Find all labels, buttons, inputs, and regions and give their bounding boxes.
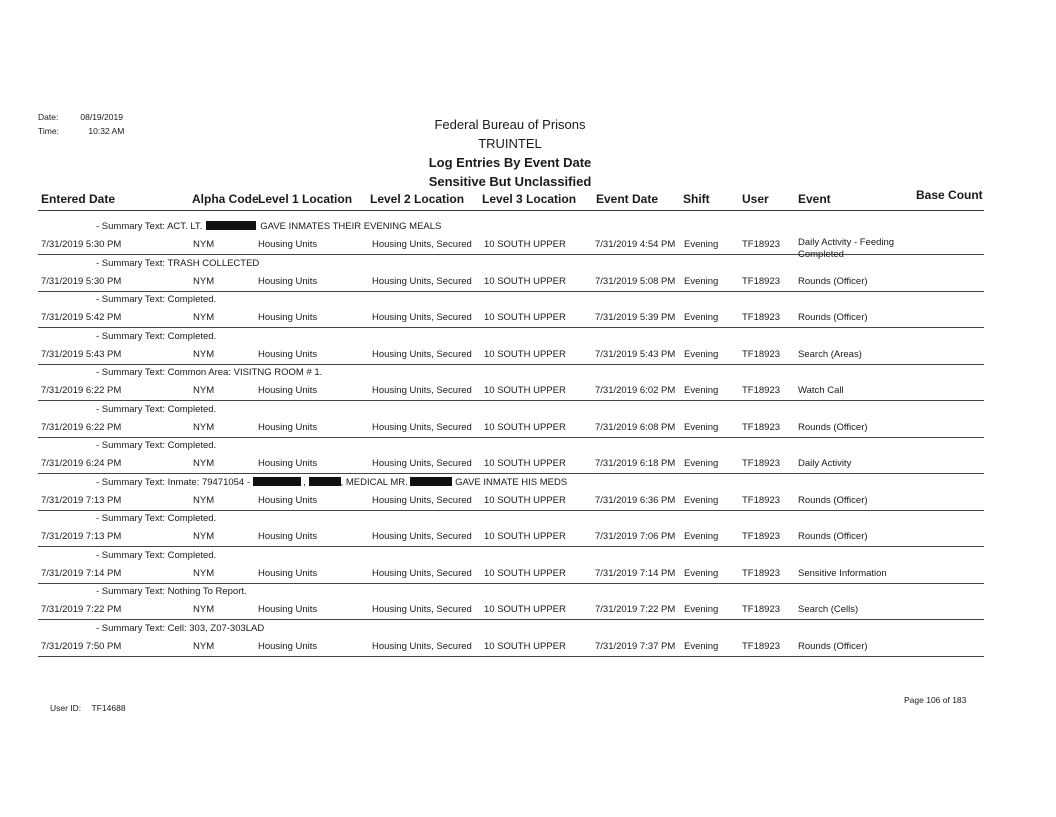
summary-text: - Summary Text: Completed.	[96, 513, 217, 524]
cell-user: TF18923	[742, 421, 781, 433]
cell-level3-location: 10 SOUTH UPPER	[484, 275, 566, 287]
cell-level2-location: Housing Units, Secured	[372, 385, 472, 396]
cell-shift: Evening	[684, 531, 719, 542]
col-entered-date: Entered Date	[41, 192, 116, 206]
cell-entered-date: 7/31/2019 6:22 PM	[41, 421, 122, 433]
table-row	[38, 510, 984, 547]
col-level2: Level 2 Location	[370, 192, 465, 206]
footer-user	[50, 703, 126, 713]
cell-event-date: 7/31/2019 4:54 PM	[595, 239, 676, 250]
cell-entered-date: 7/31/2019 7:22 PM	[41, 604, 122, 615]
cell-user: TF18923	[742, 458, 781, 469]
cell-level2-location: Housing Units, Secured	[372, 275, 472, 287]
cell-shift: Evening	[684, 640, 719, 652]
summary-text: - Summary Text: Nothing To Report.	[96, 586, 247, 597]
cell-entered-date: 7/31/2019 6:24 PM	[41, 458, 122, 469]
col-user: User	[742, 192, 769, 206]
summary-text: - Summary Text: Completed.	[96, 440, 217, 451]
cell-alpha-code: NYM	[193, 531, 215, 542]
cell-entered-date: 7/31/2019 7:13 PM	[41, 531, 122, 542]
cell-alpha-code: NYM	[193, 604, 215, 615]
cell-event: Rounds (Officer)	[798, 275, 868, 287]
cell-level2-location: Housing Units, Secured	[372, 421, 472, 433]
cell-level1-location: Housing Units	[258, 531, 318, 542]
summary-text: - Summary Text: ACT. LT. GAVE INMATES THEIR EVENING MEALS	[96, 221, 442, 232]
cell-event-date: 7/31/2019 5:39 PM	[595, 312, 676, 323]
cell-entered-date: 7/31/2019 5:42 PM	[41, 312, 122, 323]
user-id-label: User ID:	[50, 703, 82, 713]
cell-event: Rounds (Officer)	[798, 531, 868, 542]
summary-text: - Summary Text: TRASH COLLECTED	[96, 257, 260, 269]
table-row	[38, 218, 984, 260]
cell-event-date: 7/31/2019 7:06 PM	[595, 531, 676, 542]
cell-level1-location: Housing Units	[258, 640, 318, 652]
cell-event-date: 7/31/2019 6:18 PM	[595, 458, 676, 469]
cell-shift: Evening	[684, 458, 719, 469]
summary-text: - Summary Text: Completed.	[96, 294, 217, 305]
cell-event: Daily Activity	[798, 458, 852, 469]
cell-shift: Evening	[684, 348, 719, 360]
cell-event-date: 7/31/2019 7:22 PM	[595, 604, 676, 615]
cell-alpha-code: NYM	[193, 494, 215, 506]
cell-level3-location: 10 SOUTH UPPER	[484, 494, 566, 506]
table-row	[38, 364, 984, 401]
cell-event: Sensitive Information	[798, 567, 887, 579]
cell-event: Search (Cells)	[798, 604, 859, 615]
title-system: TRUINTEL	[478, 136, 542, 151]
table-header	[38, 188, 984, 211]
cell-level3-location: 10 SOUTH UPPER	[484, 385, 566, 396]
title-agency: Federal Bureau of Prisons	[434, 117, 586, 132]
cell-level2-location: Housing Units, Secured	[372, 567, 472, 579]
cell-user: TF18923	[742, 531, 781, 542]
col-base-count: Base Count	[916, 188, 983, 202]
col-shift: Shift	[683, 192, 710, 206]
cell-event-date: 7/31/2019 5:43 PM	[595, 348, 676, 360]
cell-level2-location: Housing Units, Secured	[372, 312, 472, 323]
cell-event-date: 7/31/2019 6:02 PM	[595, 385, 676, 396]
cell-shift: Evening	[684, 275, 719, 287]
cell-level1-location: Housing Units	[258, 458, 318, 469]
time-value: 10:32 AM	[88, 126, 125, 136]
cell-alpha-code: NYM	[193, 458, 215, 469]
cell-event-date: 7/31/2019 6:08 PM	[595, 421, 676, 433]
cell-level1-location: Housing Units	[258, 494, 318, 506]
cell-level3-location: 10 SOUTH UPPER	[484, 421, 566, 433]
table-row	[38, 328, 984, 365]
cell-shift: Evening	[684, 385, 719, 396]
cell-shift: Evening	[684, 239, 719, 250]
cell-level3-location: 10 SOUTH UPPER	[484, 348, 566, 360]
cell-shift: Evening	[684, 494, 719, 506]
cell-user: TF18923	[742, 385, 781, 396]
cell-user: TF18923	[742, 348, 781, 360]
table-row	[38, 437, 984, 474]
cell-event: Rounds (Officer)	[798, 640, 868, 652]
cell-event: Rounds (Officer)	[798, 421, 868, 433]
cell-alpha-code: NYM	[193, 567, 215, 579]
table-row	[38, 583, 984, 620]
summary-text: - Summary Text: Completed.	[96, 330, 217, 342]
cell-level1-location: Housing Units	[258, 348, 318, 360]
cell-level2-location: Housing Units, Secured	[372, 640, 472, 652]
page-number: Page 106 of 183	[904, 695, 967, 705]
cell-user: TF18923	[742, 275, 781, 287]
table-row	[38, 291, 984, 328]
cell-alpha-code: NYM	[193, 275, 215, 287]
cell-level2-location: Housing Units, Secured	[372, 494, 472, 506]
cell-level2-location: Housing Units, Secured	[372, 531, 472, 542]
cell-event: Search (Areas)	[798, 348, 862, 360]
cell-event-date: 7/31/2019 7:14 PM	[595, 567, 676, 579]
cell-level3-location: 10 SOUTH UPPER	[484, 312, 566, 323]
cell-level1-location: Housing Units	[258, 604, 318, 615]
cell-level1-location: Housing Units	[258, 312, 318, 323]
table-row	[38, 401, 984, 438]
cell-level1-location: Housing Units	[258, 239, 318, 250]
col-alpha-code: Alpha Code	[192, 192, 259, 206]
cell-level3-location: 10 SOUTH UPPER	[484, 567, 566, 579]
table-row	[38, 547, 984, 584]
title-classification: Sensitive But Unclassified	[428, 174, 592, 189]
cell-alpha-code: NYM	[193, 385, 215, 396]
cell-alpha-code: NYM	[193, 421, 215, 433]
cell-event: Rounds (Officer)	[798, 494, 868, 506]
cell-entered-date: 7/31/2019 5:30 PM	[41, 275, 122, 287]
cell-level3-location: 10 SOUTH UPPER	[484, 239, 566, 250]
cell-event: Daily Activity - Feeding	[798, 237, 895, 248]
col-event-date: Event Date	[596, 192, 659, 206]
cell-level1-location: Housing Units	[258, 567, 318, 579]
cell-entered-date: 7/31/2019 7:13 PM	[41, 494, 122, 506]
redaction-block	[253, 477, 301, 486]
cell-user: TF18923	[742, 312, 781, 323]
col-event: Event	[798, 192, 831, 206]
redaction-block	[410, 477, 452, 486]
summary-text: - Summary Text: Completed.	[96, 403, 217, 415]
date-value: 08/19/2019	[80, 112, 123, 122]
table-row	[38, 255, 984, 292]
title-report: Log Entries By Event Date	[428, 155, 592, 170]
summary-text: - Summary Text: Inmate: 79471054 - , , MEDICAL MR. GAVE INMATE HIS MEDS	[96, 476, 568, 488]
table-row	[38, 620, 984, 657]
time-label: Time:	[38, 126, 59, 136]
cell-level3-location: 10 SOUTH UPPER	[484, 458, 566, 469]
cell-level2-location: Housing Units, Secured	[372, 458, 472, 469]
cell-level3-location: 10 SOUTH UPPER	[484, 604, 566, 615]
cell-level1-location: Housing Units	[258, 275, 318, 287]
redaction-block	[309, 477, 341, 486]
summary-text: - Summary Text: Completed.	[96, 549, 217, 561]
cell-level2-location: Housing Units, Secured	[372, 604, 472, 615]
cell-shift: Evening	[684, 567, 719, 579]
summary-text: - Summary Text: Cell: 303, Z07-303LAD	[96, 622, 265, 634]
cell-shift: Evening	[684, 604, 719, 615]
cell-alpha-code: NYM	[193, 312, 215, 323]
cell-user: TF18923	[742, 604, 781, 615]
cell-event-date: 7/31/2019 5:08 PM	[595, 275, 676, 287]
cell-level2-location: Housing Units, Secured	[372, 239, 472, 250]
date-label: Date:	[38, 112, 59, 122]
cell-level1-location: Housing Units	[258, 385, 318, 396]
cell-level3-location: 10 SOUTH UPPER	[484, 640, 566, 652]
cell-entered-date: 7/31/2019 5:43 PM	[41, 348, 122, 360]
report-title	[380, 115, 640, 191]
table-row	[38, 474, 984, 511]
cell-event: Rounds (Officer)	[798, 312, 868, 323]
cell-user: TF18923	[742, 239, 781, 250]
report-date	[38, 112, 123, 122]
cell-alpha-code: NYM	[193, 640, 215, 652]
cell-shift: Evening	[684, 421, 719, 433]
report-time	[38, 126, 124, 136]
summary-text: - Summary Text: Common Area: VISITNG ROOM # 1.	[96, 367, 323, 378]
cell-user: TF18923	[742, 567, 781, 579]
cell-event-date: 7/31/2019 7:37 PM	[595, 640, 676, 652]
cell-alpha-code: NYM	[193, 239, 215, 250]
col-level3: Level 3 Location	[482, 192, 577, 206]
cell-event-line2: Completed	[798, 249, 844, 260]
user-id-value: TF14688	[91, 703, 126, 713]
cell-level3-location: 10 SOUTH UPPER	[484, 531, 566, 542]
cell-entered-date: 7/31/2019 7:50 PM	[41, 640, 122, 652]
cell-level1-location: Housing Units	[258, 421, 318, 433]
cell-entered-date: 7/31/2019 6:22 PM	[41, 385, 122, 396]
cell-user: TF18923	[742, 640, 781, 652]
col-level1: Level 1 Location	[258, 192, 353, 206]
cell-entered-date: 7/31/2019 5:30 PM	[41, 239, 122, 250]
cell-entered-date: 7/31/2019 7:14 PM	[41, 567, 122, 579]
cell-event: Watch Call	[798, 385, 844, 396]
cell-event-date: 7/31/2019 6:36 PM	[595, 494, 676, 506]
cell-level2-location: Housing Units, Secured	[372, 348, 472, 360]
cell-alpha-code: NYM	[193, 348, 215, 360]
redaction-block	[206, 221, 256, 230]
cell-user: TF18923	[742, 494, 781, 506]
cell-shift: Evening	[684, 312, 719, 323]
